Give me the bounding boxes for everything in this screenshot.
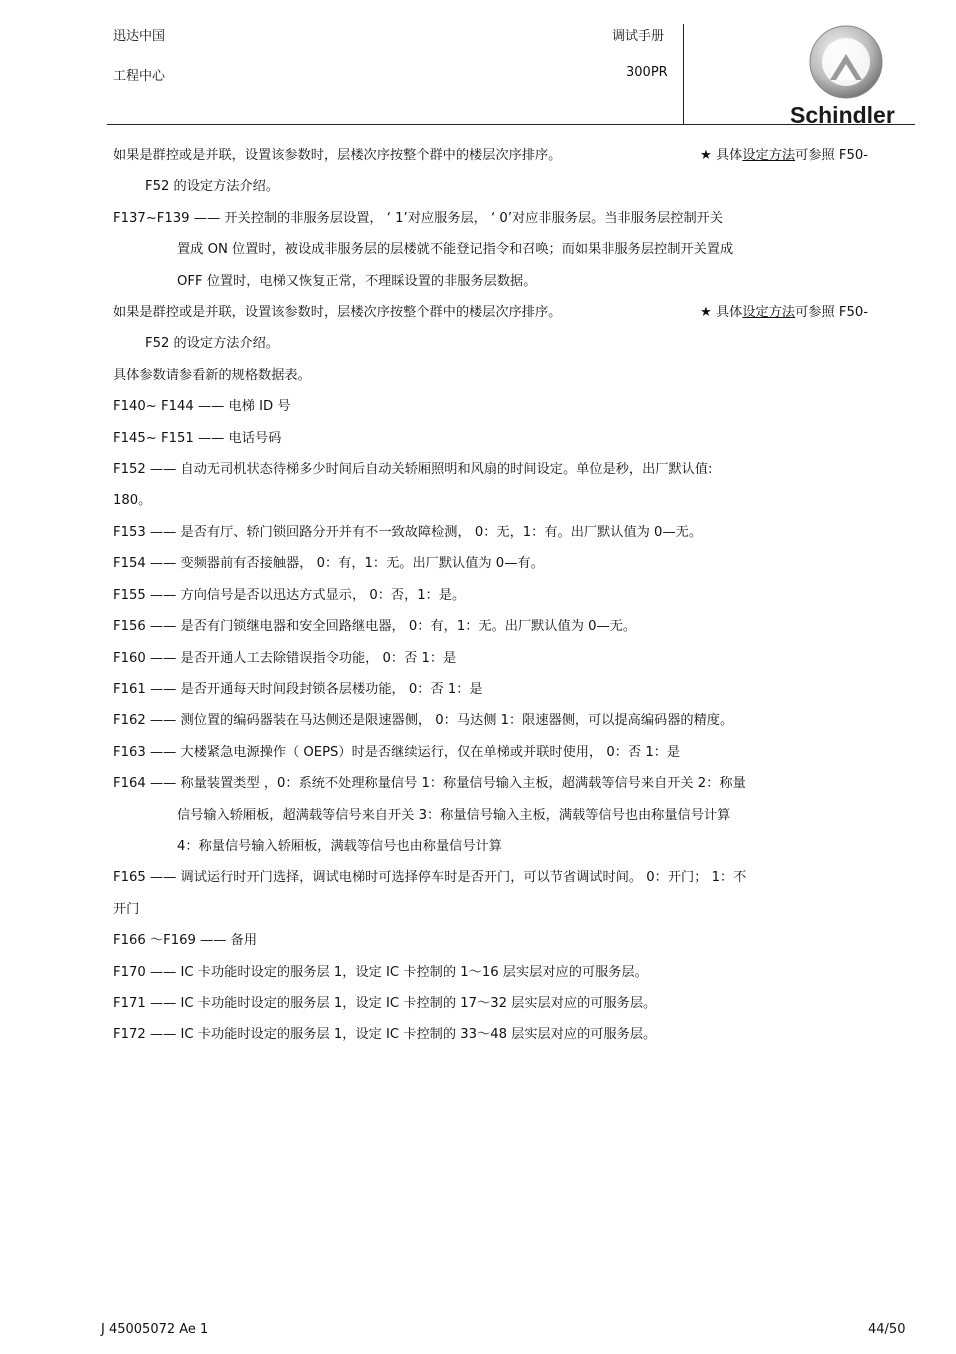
header-doc-type: 调试手册 xyxy=(612,29,665,44)
paragraph-line: 具体参数请参看新的规格数据表。 xyxy=(113,367,311,383)
param-f153: F153 —— 是否有厅、轿门锁回路分开并有不一致故障检测， 0：无，1：有。出厂默认值为 0—无。 xyxy=(113,524,703,540)
paragraph-line: 置成 ON 位置时，被设成非服务层的层楼就不能登记指令和召唤；而如果非服务层控制开关置成 xyxy=(177,242,734,258)
document-body xyxy=(113,140,868,1051)
param-f154: F154 —— 变频器前有否接触器， 0：有，1：无。出厂默认值为 0—有。 xyxy=(113,556,544,572)
header-divider-vertical xyxy=(683,24,684,124)
param-f160: F160 —— 是否开通人工去除错误指令功能， 0：否 1：是 xyxy=(113,650,457,666)
param-f156: F156 —— 是否有门锁继电器和安全回路继电器， 0：有，1：无。出厂默认值为 0—无。 xyxy=(113,619,637,635)
paragraph-line: OFF 位置时，电梯又恢复正常，不理睬设置的非服务层数据。 xyxy=(177,273,537,289)
param-f165: F165 —— 调试运行时开门选择，调试电梯时可选择停车时是否开门，可以节省调试时间。 0：开门； 1：不 xyxy=(113,870,747,886)
param-f170: F170 —— IC 卡功能时设定的服务层 1，设定 IC 卡控制的 1～16 层实层对应的可服务层。 xyxy=(113,964,648,980)
paragraph-line: F52 的设定方法介绍。 xyxy=(145,179,280,195)
param-f164: F164 —— 称量装置类型 ，0：系统不处理称量信号 1：称量信号输入主板，超满载等信号来自开关 2：称量 xyxy=(113,776,746,792)
paragraph-line: F52 的设定方法介绍。 xyxy=(145,336,280,352)
param-f171: F171 —— IC 卡功能时设定的服务层 1，设定 IC 卡控制的 17～32 层实层对应的可服务层。 xyxy=(113,995,657,1011)
param-f137: F137~F139 —— 开关控制的非服务层设置， ‘ 1’对应服务层， ‘ 0’对应非服务层。当非服务层控制开关 xyxy=(113,210,724,226)
schindler-logo xyxy=(790,24,912,128)
param-f166: F166 ～F169 —— 备用 xyxy=(113,933,258,949)
paragraph-line: 4：称量信号输入轿厢板，满载等信号也由称量信号计算 xyxy=(177,838,502,854)
footer-doc-number: J 45005072 Ae 1 xyxy=(101,1322,209,1337)
param-f140: F140~ F144 —— 电梯 ID 号 xyxy=(113,399,291,415)
param-f161: F161 —— 是否开通每天时间段封锁各层楼功能， 0：否 1：是 xyxy=(113,681,483,697)
param-f145: F145~ F151 —— 电话号码 xyxy=(113,430,282,446)
setting-method-ref: 设定方法 xyxy=(742,305,796,321)
param-f172: F172 —— IC 卡功能时设定的服务层 1，设定 IC 卡控制的 33～48 层实层对应的可服务层。 xyxy=(113,1027,657,1043)
param-f162: F162 —— 测位置的编码器装在马达侧还是限速器侧， 0：马达侧 1：限速器侧，可以提高编码器的精度。 xyxy=(113,713,734,729)
paragraph-line: 180。 xyxy=(113,493,152,509)
param-f155: F155 —— 方向信号是否以迅达方式显示， 0：否，1：是。 xyxy=(113,587,466,603)
header-model: 300PR xyxy=(626,65,668,80)
param-f152: F152 —— 自动无司机状态待梯多少时间后自动关轿厢照明和风扇的时间设定。单位是秒，出厂默认值: xyxy=(113,462,713,478)
paragraph-line: 如果是群控或是并联，设置该参数时，层楼次序按整个群中的楼层次序排序。 ★ 具体设定方法可参照 F50- xyxy=(113,305,868,321)
paragraph-line: 信号输入轿厢板，超满载等信号来自开关 3：称量信号输入主板，满载等信号也由称量信号计算 xyxy=(177,807,731,823)
header-company: 迅达中国 xyxy=(113,29,166,44)
logo-text: Schindler xyxy=(790,102,895,128)
footer-page-number: 44/50 xyxy=(868,1322,906,1337)
param-f163: F163 —— 大楼紧急电源操作（ OEPS）时是否继续运行，仅在单梯或并联时使用， 0：否 1：是 xyxy=(113,744,681,760)
setting-method-ref: 设定方法 xyxy=(742,148,796,163)
paragraph-line: 如果是群控或是并联，设置该参数时，层楼次序按整个群中的楼层次序排序。 ★ 具体设定方法可参照 F50- xyxy=(113,148,868,163)
paragraph-line: 开门 xyxy=(113,901,140,917)
header-department: 工程中心 xyxy=(113,69,166,84)
